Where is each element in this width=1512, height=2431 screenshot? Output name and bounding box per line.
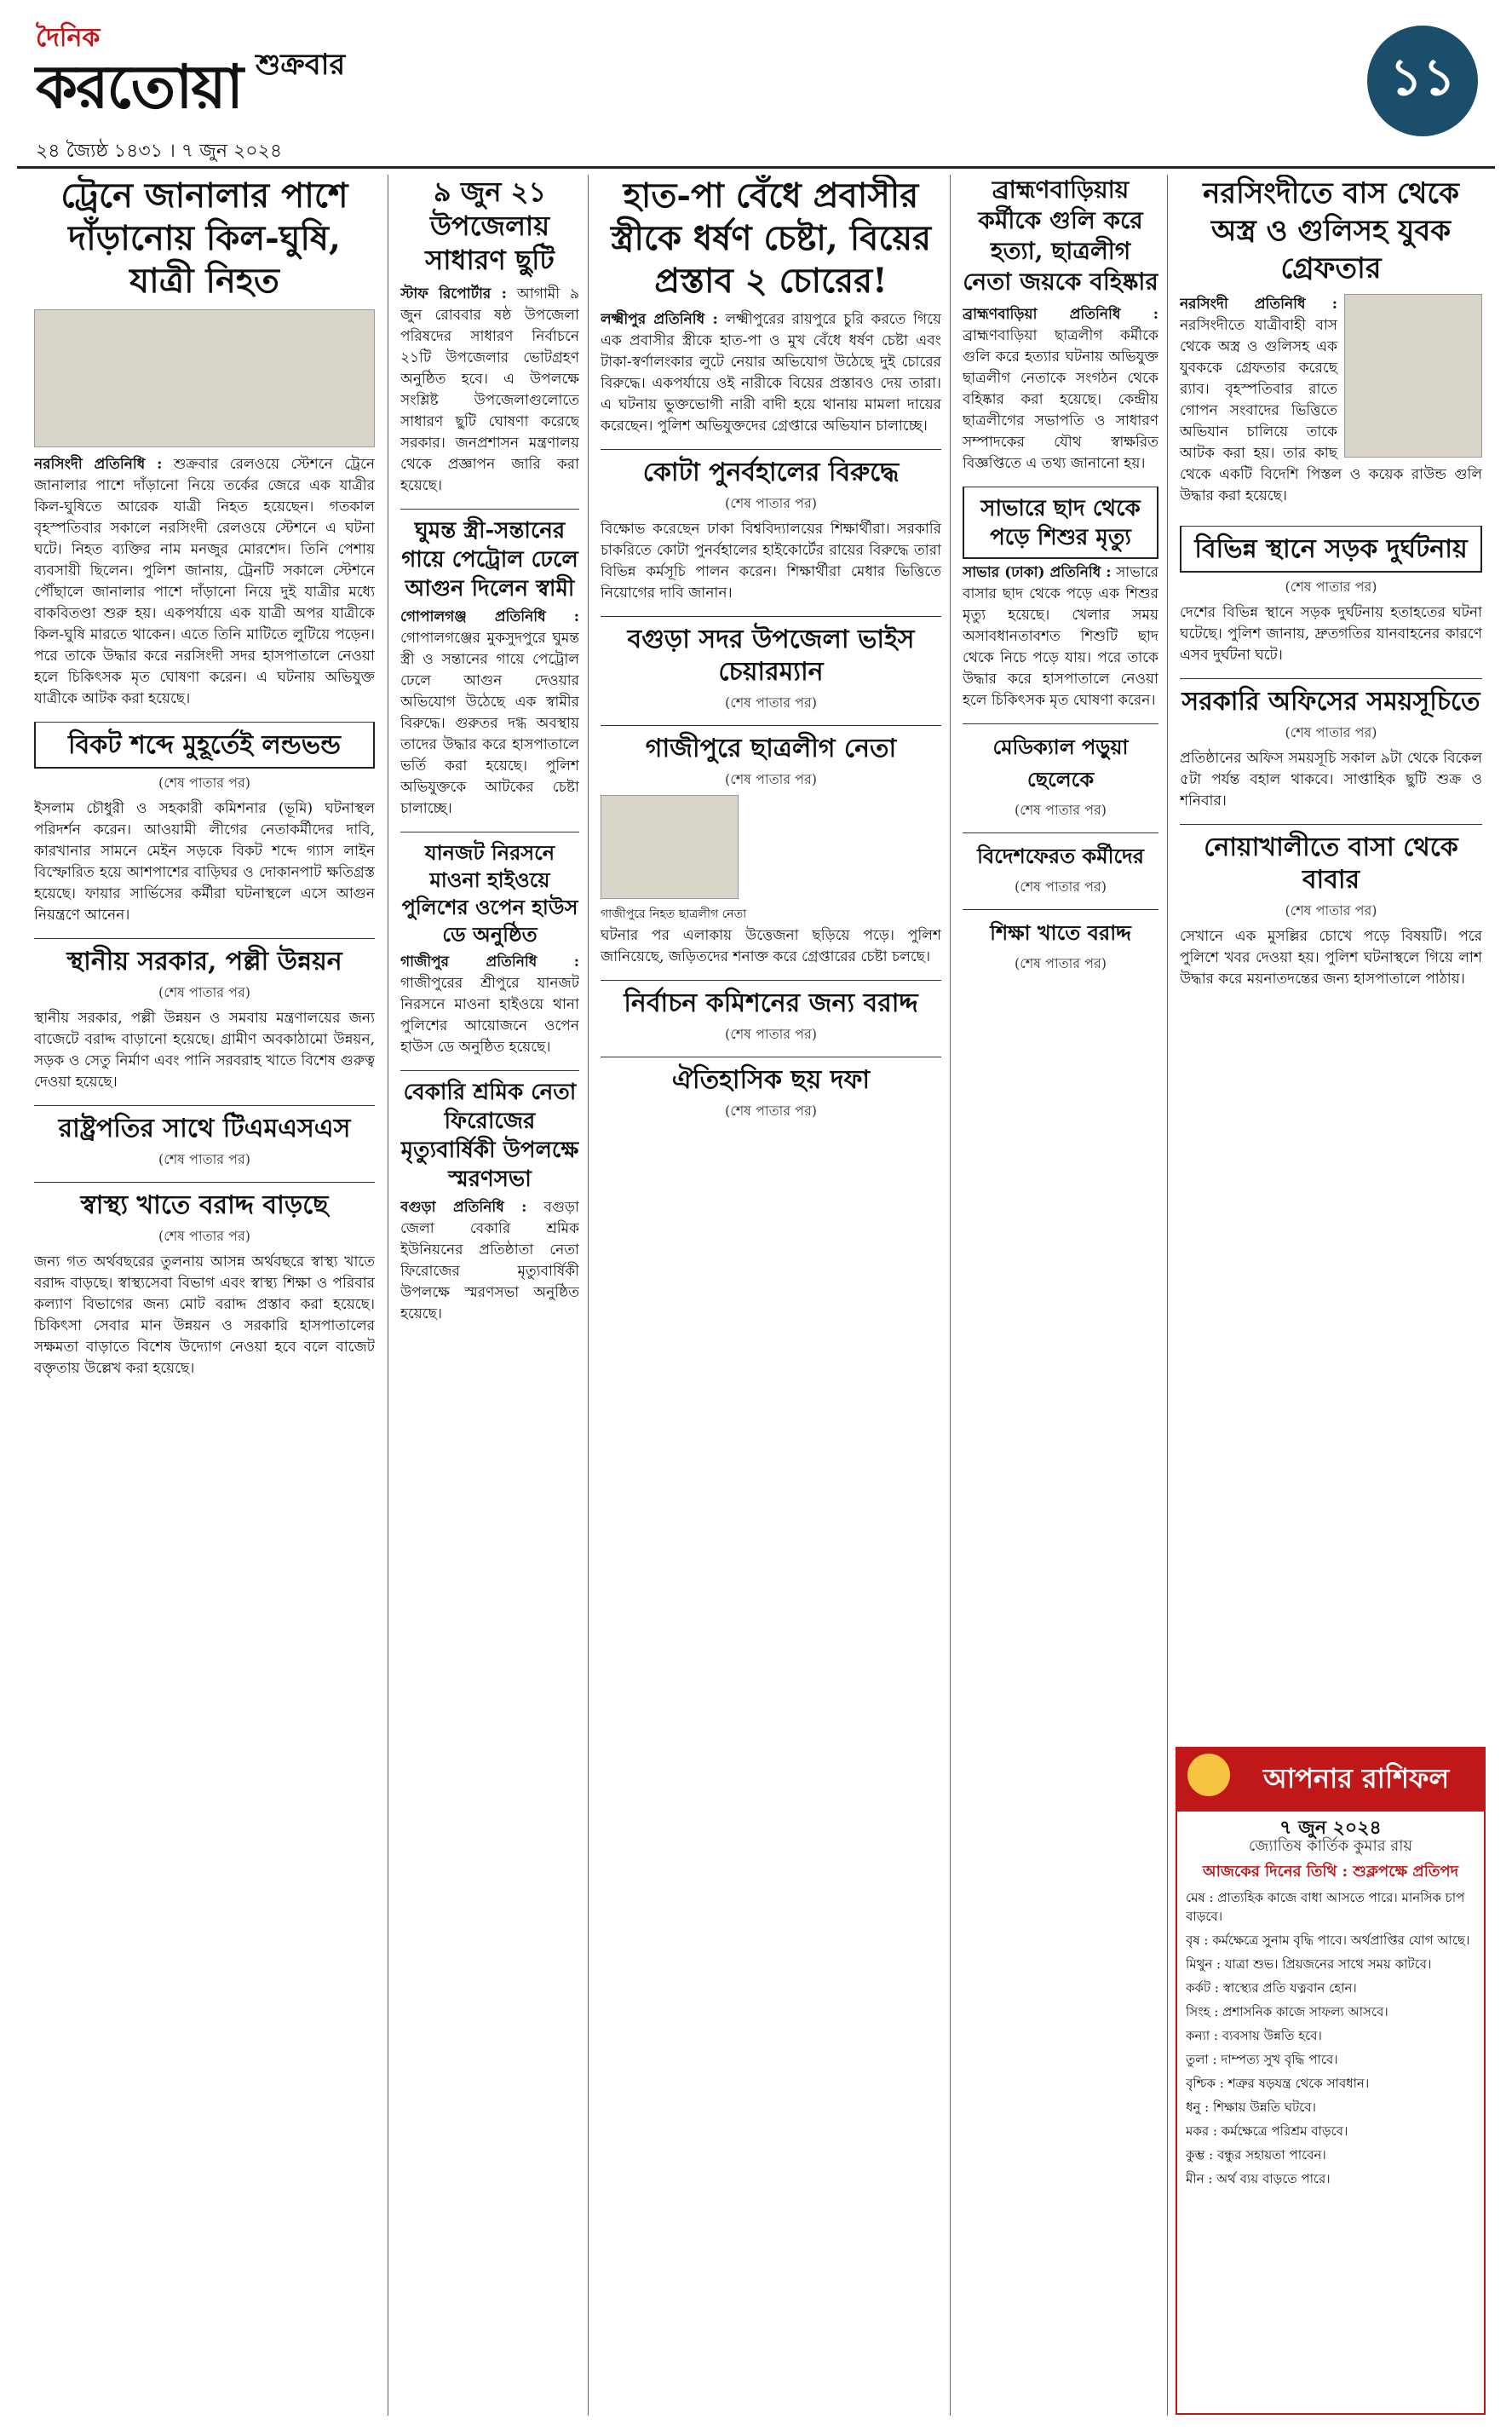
- headline-narsingdi-arms: নরসিংদীতে বাস থেকে অস্ত্র ও গুলিসহ যুবক গ্রেফতার: [1203, 176, 1459, 285]
- headline-petrol-fire: ঘুমন্ত স্ত্রী-সন্তানের গায়ে পেট্রোল ঢেলে আগুন দিলেন স্বামী: [400, 509, 579, 603]
- continued-note: (শেষ পাতার পর): [724, 771, 818, 787]
- horoscope-tithi: আজকের দিনের তিথি : শুক্লপক্ষে প্রতিপদ: [1202, 1863, 1459, 1881]
- article-text: আগামী ৯ জুন রোববার ষষ্ঠ উপজেলা পরিষদের সাধারণ নির্বাচনে ২১টি উপজেলার ভোটগ্রহণ অনুষ্ঠিত হবে। এ উপলক্ষে সংশ্লিষ্ট উপজেলাগুলোতে সাধারণ ছুটি ঘোষণা করেছে সরকার। জনপ্রশাসন মন্ত্রণালয় থেকে প্রজ্ঞাপন জারি করা হয়েছে।: [400, 285, 579, 494]
- column-2: [400, 175, 579, 2416]
- headline-expat-wife: হাত-পা বেঁধে প্রবাসীর স্ত্রীকে ধর্ষণ চেষ্টা, বিয়ের প্রস্তাব ২ চোরের!: [610, 176, 932, 301]
- article-body: [400, 1197, 579, 1325]
- page-number-badge: ১১: [1367, 26, 1478, 136]
- issue-date: ২৪ জ্যৈষ্ঠ ১৪৩১ । ৭ জুন ২০২৪: [36, 141, 283, 162]
- article-text: স্থানীয় সরকার, পল্লী উন্নয়ন ও সমবায় মন্ত্রণালয়ের জন্য বাজেটে বরাদ্দ বাড়ানো হয়েছে। গ্রামীণ অবকাঠামো উন্নয়ন, সড়ক ও সেতু নির্মাণ এবং পানি সরবরাহ খাতে বিশেষ গুরুত্ব দেওয়া হয়েছে।: [34, 1010, 375, 1091]
- article-text: গোপালগঞ্জের মুকসুদপুরে ঘুমন্ত স্ত্রী ও সন্তানের গায়ে পেট্রোল ঢেলে আগুন দেওয়ার অভিযোগ উঠেছে এক স্বামীর বিরুদ্ধে। গুরুতর দগ্ধ অবস্থায় তাদের উদ্ধার করে হাসপাতালে ভর্তি করা হয়েছে। পুলিশ অভিযুক্তকে আটকের চেষ্টা চালাচ্ছে।: [400, 630, 579, 817]
- byline: লক্ষ্মীপুর প্রতিনিধি :: [601, 311, 718, 328]
- article-text: প্রতিষ্ঠানের অফিস সময়সূচি সকাল ৯টা থেকে বিকেল ৫টা পর্যন্ত বহাল থাকবে। সাপ্তাহিক ছুটি শুক্র ও শনিবার।: [1180, 750, 1482, 809]
- horoscope-sign: বৃশ্চিক : শত্রুর ষড়যন্ত্র থেকে সাবধান।: [1186, 2076, 1370, 2091]
- continued-note: (শেষ পাতার পর): [1014, 802, 1107, 818]
- article-body: [963, 562, 1158, 711]
- horoscope-title: আপনার রাশিফল: [1262, 1762, 1450, 1794]
- article-body: [601, 309, 941, 437]
- zodiac-wheel-icon: [1187, 1754, 1230, 1796]
- masthead: [17, 9, 1495, 169]
- byline: গোপালগঞ্জ প্রতিনিধি :: [400, 608, 579, 625]
- headline-president-tmss: রাষ্ট্রপতির সাথে টিএমএসএস: [34, 1105, 375, 1145]
- horoscope-sign: বৃষ : কর্মক্ষেত্রে সুনাম বৃদ্ধি পাবে। অর্থপ্রাপ্তির যোগ আছে।: [1186, 1933, 1470, 1948]
- headline-holiday: ৯ জুন ২১ উপজেলায় সাধারণ ছুটি: [425, 176, 555, 276]
- headline-local-govt: স্থানীয় সরকার, পল্লী উন্নয়ন: [34, 938, 375, 978]
- article-body: [400, 952, 579, 1058]
- horoscope-sign: কুম্ভ : বন্ধুর সহায়তা পাবেন।: [1186, 2147, 1326, 2163]
- article-body: [400, 284, 579, 497]
- horoscope-sign: মীন : অর্থ ব্যয় বাড়তে পারে।: [1186, 2171, 1331, 2186]
- article-text: জন্য গত অর্থবছরের তুলনায় আসন্ন অর্থবছরে স্বাস্থ্য খাতে বরাদ্দ বাড়ছে। স্বাস্থ্যসেবা বিভাগ এবং স্বাস্থ্য শিক্ষা ও পরিবার কল্যাণ বিভাগের জন্য মোট বরাদ্দ প্রস্তাব করা হয়েছে। চিকিৎসা সেবার মান উন্নয়ন ও সরকারি হাসপাতালের সক্ষমতা বাড়াতে বিশেষ উদ্যোগ নেওয়া হবে বলে বাজেট বক্তৃতায় উল্লেখ করা হয়েছে।: [34, 1253, 375, 1377]
- headline-road-accidents: বিভিন্ন স্থানে সড়ক দুর্ঘটনায়: [1180, 526, 1482, 573]
- horoscope-sign: সিংহ : প্রশাসনিক কাজে সাফল্য আসবে।: [1186, 2004, 1388, 2019]
- article-text: ইসলাম চৌধুরী ও সহকারী কমিশনার (ভূমি) ঘটনাস্থল পরিদর্শন করেন। আওয়ামী লীগের নেতাকর্মীদের দাবি, কারখানার সামনে মেইন সড়কে বিকট শব্দে গ্যাস লাইন বিস্ফোরিত হয়ে আশপাশের বাড়িঘর ও দোকানপাট ক্ষতিগ্রস্ত হয়েছে। ফায়ার সার্ভিসের কর্মীরা ঘটনাস্থলে এসে আগুন নিয়ন্ত্রণে আনেন।: [34, 800, 375, 924]
- continued-note: (শেষ পাতার পর): [158, 1228, 251, 1244]
- headline-returnee-workers: বিদেশফেরত কর্মীদের: [963, 832, 1158, 873]
- horoscope-sign: তুলা : দাম্পত্য সুখ বৃদ্ধি পাবে।: [1186, 2052, 1338, 2067]
- newspaper-logo: [36, 24, 240, 126]
- byline: সাভার (ঢাকা) প্রতিনিধি :: [963, 564, 1112, 581]
- photo-chhatraleague-leader: [601, 795, 739, 899]
- headline-brahmanbaria: ব্রাহ্মণবাড়িয়ায় কর্মীকে গুলি করে হত্যা, ছাত্রলীগ নেতা জয়কে বহিষ্কার: [963, 176, 1158, 296]
- headline-quota: কোটা পুনর্বহালের বিরুদ্ধে: [601, 449, 941, 489]
- article-text: লক্ষ্মীপুরের রায়পুরে চুরি করতে গিয়ে এক প্রবাসীর স্ত্রীকে হাত-পা ও মুখ বেঁধে ধর্ষণ চেষ্টা এবং টাকা-স্বর্ণালংকার লুটে নেয়ার অভিযোগ উঠেছে দুই চোরের বিরুদ্ধে। একপর্যায়ে ওই নারীকে বিয়ের প্রস্তাবও দেয় তারা। এ ঘটনায় ভুক্তভোগী নারী বাদী হয়ে থানায় মামলা দায়ের করেছেন। পুলিশ অভিযুক্তদের গ্রেপ্তারে অভিযান চালাচ্ছে।: [601, 311, 941, 435]
- article-text: ব্রাহ্মণবাড়িয়া ছাত্রলীগ কর্মীকে গুলি করে হত্যার ঘটনায় অভিযুক্ত ছাত্রলীগ নেতাকে সংগঠন থেকে বহিষ্কার করা হয়েছে। কেন্দ্রীয় ছাত্রলীগের সভাপতি ও সাধারণ সম্পাদকের যৌথ স্বাক্ষরিত বিজ্ঞপ্তিতে এ তথ্য জানানো হয়।: [963, 327, 1158, 472]
- continued-note: (শেষ পাতার পর): [1014, 955, 1107, 971]
- horoscope-sign: মকর : কর্মক্ষেত্রে পরিশ্রম বাড়বে।: [1186, 2123, 1348, 2139]
- horoscope-date: ৭ জুন ২০২৪: [1279, 1817, 1382, 1839]
- continued-note: (শেষ পাতার পর): [1285, 902, 1377, 919]
- article-text: শুক্রবার রেলওয়ে স্টেশনে ট্রেনে জানালার পাশে দাঁড়ানো নিয়ে তর্কের জেরে এক যাত্রীর কিল-ঘুষিতে আরেক যাত্রী নিহত হয়েছেন। গতকাল বৃহস্পতিবার সকালে নরসিংদী রেলওয়ে স্টেশনে এ ঘটনা ঘটে। নিহত ব্যক্তির নাম মনজুর মোরশেদ। তিনি পেশায় ব্যবসায়ী ছিলেন। পুলিশ জানায়, ট্রেনটি সকালে স্টেশনে পৌঁছালে জানালার পাশে দাঁড়ানো নিয়ে দুই যাত্রীর মধ্যে বাকবিতণ্ডা শুরু হয়। একপর্যায়ে এক যাত্রী অপর যাত্রীকে কিল-ঘুষি মারতে থাকেন। এতে তিনি মাটিতে লুটিয়ে পড়েন। পরে তাকে উদ্ধার করে নরসিংদী সদর হাসপাতালে নেওয়া হলে চিকিৎসক মৃত ঘোষণা করেন। এ ঘটনায় অভিযুক্ত যাত্রীকে আটক করা হয়েছে।: [34, 456, 375, 707]
- byline: ব্রাহ্মণবাড়িয়া প্রতিনিধি :: [963, 306, 1158, 323]
- continued-note: (শেষ পাতার পর): [724, 1026, 818, 1042]
- article-body: [963, 304, 1158, 475]
- headline-bakery-memorial: বেকারি শ্রমিক নেতা ফিরোজের মৃত্যুবার্ষিকী উপলক্ষে স্মরণসভা: [400, 1070, 579, 1194]
- article-body: [400, 607, 579, 820]
- headline-noakhali: নোয়াখালীতে বাসা থেকে বাবার: [1180, 824, 1482, 896]
- byline: নরসিংদী প্রতিনিধি :: [34, 456, 163, 473]
- column-4: [963, 175, 1158, 2416]
- byline: বগুড়া প্রতিনিধি :: [400, 1199, 527, 1216]
- horoscope-sign: মিথুন : যাত্রা শুভ। প্রিয়জনের সাথে সময় কাটবে।: [1186, 1956, 1432, 1972]
- article-text: ঘটনার পর এলাকায় উত্তেজনা ছড়িয়ে পড়ে। পুলিশ জানিয়েছে, জড়িতদের শনাক্ত করে গ্রেপ্তারের চেষ্টা চলছে।: [601, 927, 941, 965]
- byline: গাজীপুর প্রতিনিধি :: [400, 953, 579, 971]
- column-divider: [588, 175, 589, 2416]
- headline-six-points: ঐতিহাসিক ছয় দফা: [601, 1057, 941, 1097]
- article-text: নরসিংদীতে যাত্রীবাহী বাস থেকে অস্ত্র ও গুলিসহ এক যুবককে গ্রেফতার করেছে র‌্যাব। বৃহস্পতিবার রাতে গোপন সংবাদের ভিত্তিতে অভিযান চালিয়ে তাকে আটক করা হয়। তার কাছ থেকে একটি বিদেশি পিস্তল ও কয়েক রাউন্ড গুলি উদ্ধার করা হয়েছে।: [1180, 317, 1482, 504]
- headline-train-window: ট্রেনে জানালার পাশে দাঁড়ানোয় কিল-ঘুষি, যাত্রী নিহত: [60, 176, 348, 301]
- article-text: গাজীপুরের শ্রীপুরে যানজট নিরসনে মাওনা হাইওয়ে থানা পুলিশের আয়োজনে ওপেন হাউস ডে অনুষ্ঠিত হয়েছে।: [400, 975, 579, 1056]
- headline-election-commission: নির্বাচন কমিশনের জন্য বরাদ্দ: [601, 980, 941, 1020]
- logo-small-text: দৈনিক: [36, 23, 101, 53]
- horoscope-sign: কন্যা : ব্যবসায় উন্নতি হবে।: [1186, 2028, 1322, 2043]
- article-text: বগুড়া জেলা বেকারি শ্রমিক ইউনিয়নের প্রতিষ্ঠাতা নেতা ফিরোজের মৃত্যুবার্ষিকী উপলক্ষে স্মরণসভা অনুষ্ঠিত হয়েছে।: [400, 1199, 579, 1322]
- headline-bogura-vice-chairman: বগুড়া সদর উপজেলা ভাইস চেয়ারম্যান: [601, 616, 941, 688]
- continued-note: (শেষ পাতার পর): [1285, 579, 1377, 595]
- headline-savar-child: সাভারে ছাদ থেকে পড়ে শিশুর মৃত্যু: [963, 487, 1158, 559]
- logo-big-text: করতোয়া: [36, 51, 242, 122]
- photo-train-victim: [34, 309, 375, 447]
- continued-note: (শেষ পাতার পর): [1285, 724, 1377, 740]
- article-text: বিক্ষোভ করেছেন ঢাকা বিশ্ববিদ্যালয়ের শিক্ষার্থীরা। সরকারি চাকরিতে কোটা পুনর্বহালের হাইকোর্টের রায়ের বিরুদ্ধে তারা বিভিন্ন কর্মসূচি পালন করেন। শিক্ষার্থীরা মেধার ভিত্তিতে নিয়োগের দাবি জানান।: [601, 521, 941, 602]
- headline-education-budget: শিক্ষা খাতে বরাদ্দ: [963, 909, 1158, 949]
- article-text: সাভারে বাসার ছাদ থেকে পড়ে এক শিশুর মৃত্যু হয়েছে। খেলার সময় অসাবধানতাবশত শিশুটি ছাদ থেকে নিচে পড়ে যায়। পরে তাকে উদ্ধার করে হাসপাতালে নেওয়া হলে চিকিৎসক মৃত ঘোষণা করেন।: [963, 564, 1158, 709]
- photo-caption: গাজীপুরে নিহত ছাত্রলীগ নেতা: [601, 907, 747, 921]
- horoscope-author: জ্যোতিষ কার্তিক কুমার রায়: [1248, 1837, 1413, 1855]
- horoscope-box: [1176, 1747, 1486, 2415]
- column-5: [1180, 175, 1482, 1734]
- continued-note: (শেষ পাতার পর): [724, 1103, 818, 1119]
- headline-office-hours: সরকারি অফিসের সময়সূচিতে: [1180, 678, 1482, 718]
- headline-gazipur-chhatraleague: গাজীপুরে ছাত্রলীগ নেতা: [601, 725, 941, 765]
- byline: স্টাফ রিপোর্টার :: [400, 285, 507, 302]
- continued-note: (শেষ পাতার পর): [724, 495, 818, 511]
- headline-health-budget: স্বাস্থ্য খাতে বরাদ্দ বাড়ছে: [34, 1182, 375, 1222]
- horoscope-sign: কর্কট : স্বাস্থ্যের প্রতি যত্নবান হোন।: [1186, 1980, 1357, 1996]
- horoscope-sign: মেষ : প্রাত্যহিক কাজে বাধা আসতে পারে। মানসিক চাপ বাড়বে।: [1186, 1890, 1465, 1924]
- article-body: [34, 454, 375, 710]
- continued-note: (শেষ পাতার পর): [158, 775, 251, 791]
- article-text: সেখানে এক মুসল্লির চোখে পড়ে বিষয়টি। পরে পুলিশে খবর দেওয়া হয়। পুলিশ ঘটনাস্থলে গিয়ে লাশ উদ্ধার করে ময়নাতদন্তের জন্য হাসপাতালে পাঠায়।: [1180, 928, 1482, 988]
- photo-arrested-youth: [1344, 294, 1482, 458]
- continued-note: (শেষ পাতার পর): [158, 984, 251, 1000]
- continued-note: (শেষ পাতার পর): [724, 694, 818, 711]
- headline-explosion: বিকট শব্দে মুহূর্তেই লন্ডভন্ড: [34, 722, 375, 769]
- byline: নরসিংদী প্রতিনিধি :: [1180, 296, 1337, 313]
- column-divider: [1167, 175, 1168, 2416]
- column-divider: [950, 175, 951, 2416]
- continued-note: (শেষ পাতার পর): [1014, 879, 1107, 895]
- headline-highway-police: যানজট নিরসনে মাওনা হাইওয়ে পুলিশের ওপেন হাউস ডে অনুষ্ঠিত: [400, 832, 579, 948]
- article-text: দেশের বিভিন্ন স্থানে সড়ক দুর্ঘটনায় হতাহতের ঘটনা ঘটেছে। পুলিশ জানায়, দ্রুতগতির যানবাহনের কারণে এসব দুর্ঘটনা ঘটে।: [1180, 604, 1482, 664]
- column-3: [601, 175, 941, 2416]
- headline-medical-student: মেডিক্যাল পড়ুয়া ছেলেকে: [963, 723, 1158, 796]
- horoscope-header: [1177, 1748, 1484, 1812]
- horoscope-body: [1177, 1812, 1484, 2200]
- issue-day: শুক্রবার: [256, 48, 346, 82]
- column-1: [34, 175, 375, 2416]
- continued-note: (শেষ পাতার পর): [158, 1151, 251, 1167]
- horoscope-sign: ধনু : শিক্ষায় উন্নতি ঘটবে।: [1186, 2100, 1316, 2115]
